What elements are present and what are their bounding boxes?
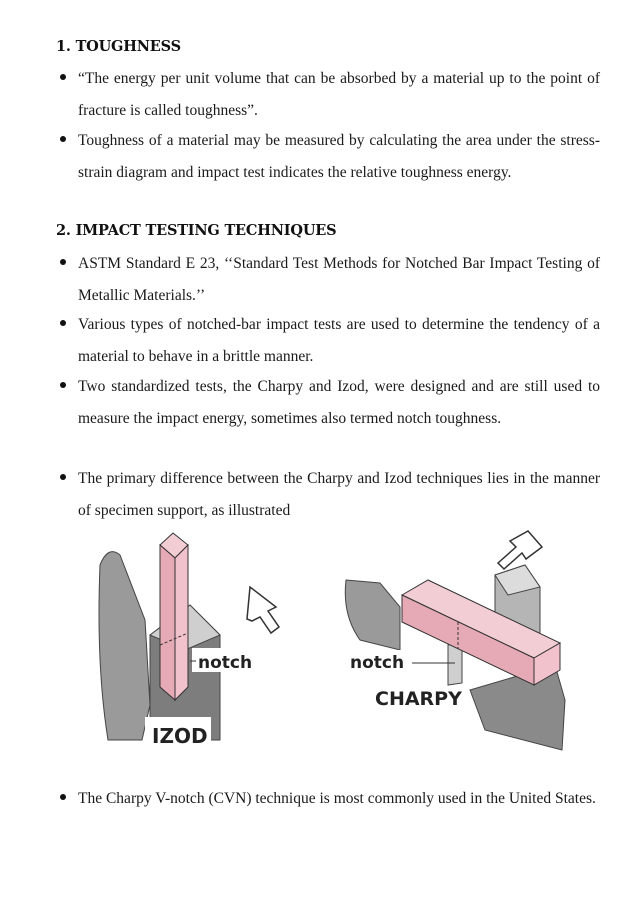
- bullet-icon: [60, 136, 66, 142]
- bullet-text: Toughness of a material may be measured by calculating the area under the stress-strain diagram and impact test indicates the relative toughness energy.: [78, 132, 600, 181]
- charpy-label: CHARPY: [375, 688, 462, 710]
- bullet-icon: [60, 474, 66, 480]
- bullet-icon: [60, 259, 66, 265]
- charpy-notch-label: notch: [350, 653, 405, 673]
- section-heading-toughness: 1. TOUGHNESS: [56, 38, 181, 55]
- bullet-icon: [60, 794, 66, 800]
- izod-notch-label: notch: [198, 653, 253, 673]
- bullet-text: Two standardized tests, the Charpy and Izod, were designed and are still used to measure the impact energy, sometimes also termed notch toughness.: [78, 378, 600, 427]
- bullet-text: ASTM Standard E 23, ‘‘Standard Test Methods for Notched Bar Impact Testing of Metallic Materials.’’: [78, 255, 600, 304]
- bullet-text: The primary difference between the Charpy and Izod techniques lies in the manner of specimen support, as illustrated: [78, 470, 600, 519]
- bullet-icon: [60, 382, 66, 388]
- bullet-text: The Charpy V-notch (CVN) technique is most commonly used in the United States.: [78, 790, 596, 807]
- bullet-icon: [60, 320, 66, 326]
- impact-test-figure: [90, 525, 590, 765]
- section-heading-impact-testing: 2. IMPACT TESTING TECHNIQUES: [56, 222, 337, 239]
- charpy-illustration: [345, 531, 565, 750]
- bullet-text: Various types of notched-bar impact tests are used to determine the tendency of a material to behave in a brittle manner.: [78, 316, 600, 365]
- izod-illustration: [99, 533, 279, 749]
- izod-label: IZOD: [152, 724, 208, 748]
- bullet-icon: [60, 74, 66, 80]
- bullet-text: “The energy per unit volume that can be absorbed by a material up to the point of fracture is called toughness”.: [78, 70, 600, 119]
